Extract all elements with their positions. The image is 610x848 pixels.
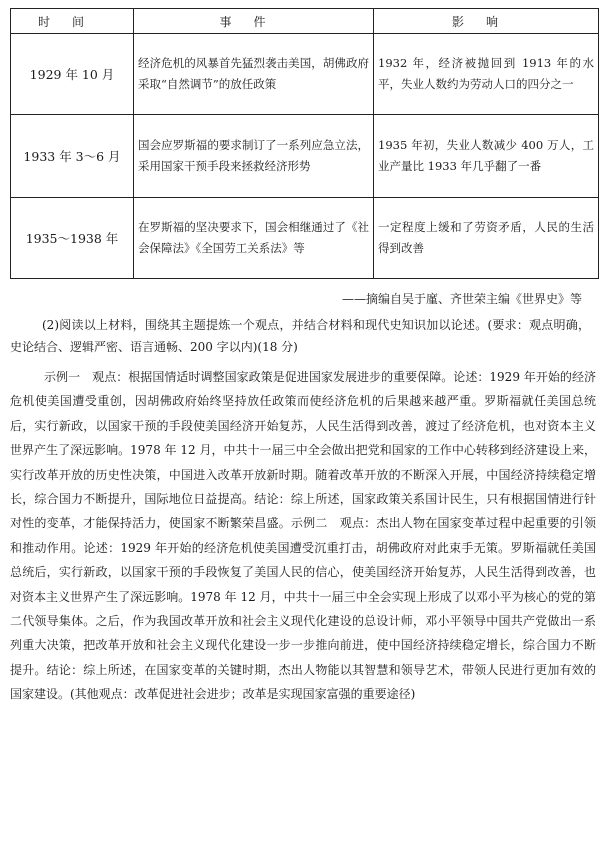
table-row xyxy=(11,198,599,279)
row-impact: 1932 年，经济被抛回到 1913 年的水平，失业人数约为劳动人口的四分之一 xyxy=(374,34,599,115)
header-event: 事件 xyxy=(134,9,374,34)
history-table xyxy=(10,8,599,279)
table-row xyxy=(11,115,599,198)
row-impact: 一定程度上缓和了劳资矛盾，人民的生活得到改善 xyxy=(374,198,599,279)
source-citation: ——摘编自吴于廑、齐世荣主编《世界史》等 xyxy=(341,292,582,306)
header-impact: 影响 xyxy=(374,9,599,34)
row-event: 在罗斯福的坚决要求下，国会相继通过了《社会保障法》《全国劳工关系法》等 xyxy=(134,198,374,279)
row-time: 1935～1938 年 xyxy=(11,198,134,279)
row-time: 1933 年 3～6 月 xyxy=(11,115,134,198)
row-time: 1929 年 10 月 xyxy=(11,34,134,115)
row-event: 国会应罗斯福的要求制订了一系列应急立法，采用国家干预手段来拯救经济形势 xyxy=(134,115,374,198)
row-event: 经济危机的风暴首先猛烈袭击美国，胡佛政府采取“自然调节”的放任政策 xyxy=(134,34,374,115)
row-impact: 1935 年初，失业人数减少 400 万人，工业产量比 1933 年几乎翻了一番 xyxy=(374,115,599,198)
header-time: 时间 xyxy=(11,9,134,34)
table-header-row xyxy=(11,9,599,34)
table-row xyxy=(11,34,599,115)
question-text: (2)阅读以上材料，围绕其主题提炼一个观点，并结合材料和现代史知识加以论述。(要求：观点明确，史论结合、逻辑严密、语言通畅、200 字以内)(18 分) xyxy=(10,318,590,354)
answer-text: 示例一 观点：根据国情适时调整国家政策是促进国家发展进步的重要保障。论述：1929 年开始的经济危机使美国遭受重创，因胡佛政府始终坚持放任政策而使经济危机的后果越来越严重。罗斯福就任美国总统后，实行新政，以国家干预的手段使美国经济开始复苏，人民生活得到改善，渡过了经济危机，也对资本主义世界产生了深远影响。1978 年 12 月，中共十一届三中全会做出把党和国家的工作中心转移到经济建设上来，实行改革开放的历史性决策，中国进入改革开放新时期。随着改革开放的不断深入开展，中国经济持续稳定增长，综合国力不断提升，国际地位日益提高。结论：综上所述，国家政策关系国计民生，只有根据国情进行针对性的变革，才能保持活力，使国家不断繁荣昌盛。示例二 观点：杰出人物在国家变革过程中起重要的引领和推动作用。论述：1929 年开始的经济危机使美国遭受沉重打击，胡佛政府对此束手无策。罗斯福就任美国总统后，实行新政，以国家干预的手段恢复了美国人民的信心，使美国经济开始复苏，人民生活得到改善，也对资本主义世界产生了深远影响。1978 年 12 月，中共十一届三中全会实现上形成了以邓小平为核心的党的第二代领导集体。之后，作为我国改革开放和社会主义现代化建设的总设计师，邓小平领导中国共产党做出一系列重大决策，把改革开放和社会主义现代化建设一步一步推向前进，使中国经济持续稳定增长，综合国力不断提升。结论：综上所述，在国家变革的关键时期，杰出人物能以其智慧和领导艺术，带领人民进行更加有效的国家建设。(其他观点：改革促进社会进步；改革是实现国家富强的重要途径) xyxy=(10,370,596,702)
